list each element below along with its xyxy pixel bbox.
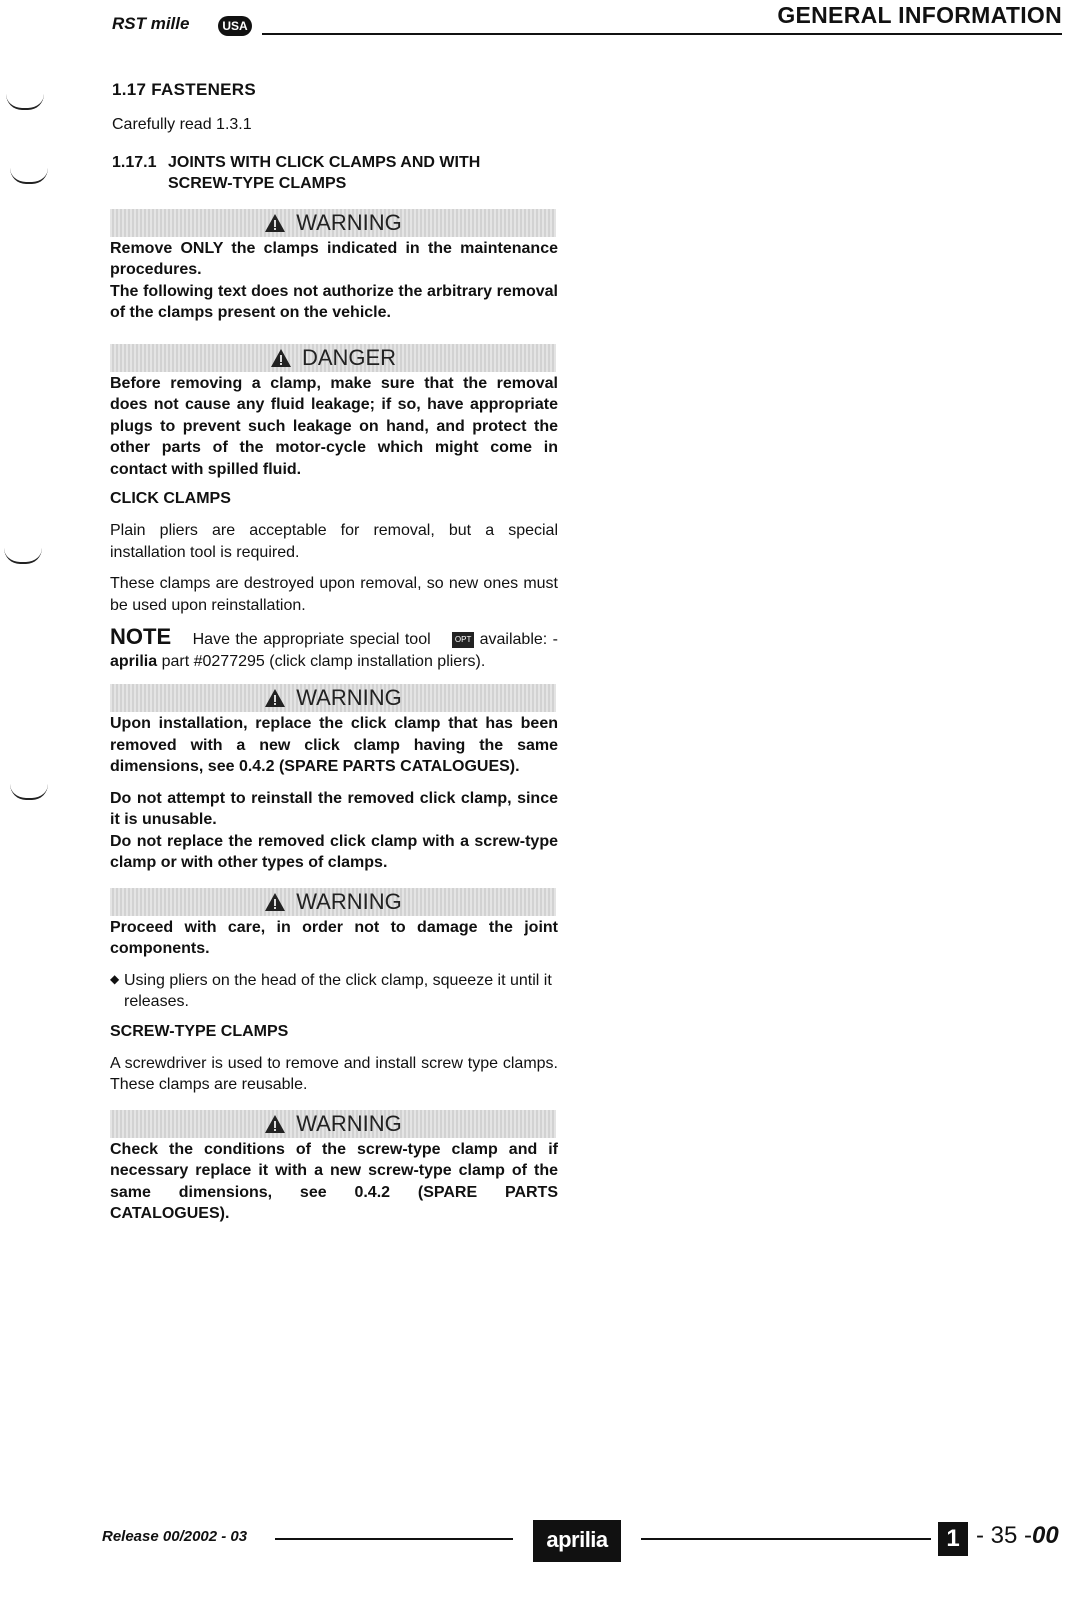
aprilia-logo: aprilia <box>533 1520 621 1562</box>
warning-label: WARNING <box>296 888 402 914</box>
warning-text: Remove ONLY the clamps indicated in the maintenance procedures. <box>110 239 558 278</box>
binding-mark <box>10 784 48 800</box>
warning-triangle-icon <box>264 1114 286 1134</box>
note-text: Have the appropriate special tool <box>192 631 431 648</box>
header-rule <box>262 33 1062 35</box>
warning-label: WARNING <box>296 209 402 235</box>
note-label: NOTE <box>110 624 172 649</box>
warning-text: Upon installation, replace the click clamp that has been removed with a new click clamp having the same dimensions, see 0.4.2 (SPARE PARTS CATALOGUES). <box>110 715 558 775</box>
click-clamps-paragraph: Plain pliers are acceptable for removal, but a special installation tool is required. <box>110 522 558 561</box>
warning-text: The following text does not authorize the arbitrary removal of the clamps present on the vehicle. <box>110 282 558 321</box>
opt-tool-icon: OPT <box>452 632 474 648</box>
warning-label: WARNING <box>296 1110 402 1136</box>
subsection-title-line1: JOINTS WITH CLICK CLAMPS AND WITH <box>168 153 481 171</box>
bullet-item <box>110 970 558 1013</box>
warning-text: Check the conditions of the screw-type clamp and if necessary replace it with a new screw-type clamp of the same dimensions, see 0.4.2 (SPARE PARTS CATALOGUES). <box>110 1140 558 1222</box>
binding-mark <box>6 94 44 110</box>
page-number-text: - 35 - <box>976 1522 1033 1549</box>
warning-label: WARNING <box>296 685 402 710</box>
header-model: RST mille <box>112 14 190 33</box>
warning-text: Proceed with care, in order not to damage the joint components. <box>110 918 558 957</box>
header-section-title: GENERAL INFORMATION <box>777 2 1062 28</box>
note-text: available: - <box>479 631 559 648</box>
binding-mark <box>4 548 42 564</box>
content-column <box>108 80 558 1235</box>
danger-label: DANGER <box>301 344 397 370</box>
warning-text: Do not replace the removed click clamp with a screw-type clamp or with other types of clamps. <box>110 832 558 871</box>
subsection-number: 1.17.1 <box>112 153 157 171</box>
warning-banner <box>110 684 556 712</box>
screw-clamps-paragraph: A screwdriver is used to remove and install screw type clamps. These clamps are reusable. <box>110 1054 558 1093</box>
subsection-title-line2: SCREW-TYPE CLAMPS <box>168 175 347 192</box>
usa-badge: USA <box>218 16 252 36</box>
intro-text: Carefully read 1.3.1 <box>112 116 252 133</box>
warning-triangle-icon <box>264 892 286 912</box>
footer-rule <box>275 1538 513 1540</box>
note-text: part #0277295 (click clamp installation pliers). <box>161 652 486 670</box>
diamond-bullet-icon: ◆ <box>110 971 120 986</box>
danger-text: Before removing a clamp, make sure that the removal does not cause any fluid leakage; if so, have appropriate plugs to prevent such leakage on hand, and protect the other parts of the motor-cycle which might come in contact with spilled fluid. <box>110 374 558 478</box>
note-block <box>110 626 558 672</box>
page-suffix: 00 <box>1032 1522 1059 1549</box>
bullet-text: Using pliers on the head of the click clamp, squeeze it until it releases. <box>124 971 552 1010</box>
click-clamps-paragraph: These clamps are destroyed upon removal, so new ones must be used upon reinstallation. <box>110 575 558 614</box>
click-clamps-heading: CLICK CLAMPS <box>110 490 231 507</box>
section-number-badge: 1 <box>938 1522 968 1556</box>
danger-banner <box>110 344 556 372</box>
warning-text: Do not attempt to reinstall the removed click clamp, since it is unusable. <box>110 789 558 828</box>
footer-rule <box>641 1538 931 1540</box>
warning-triangle-icon <box>270 348 292 368</box>
page-number <box>976 1522 1059 1550</box>
release-info: Release 00/2002 - 03 <box>102 1528 248 1545</box>
warning-banner <box>110 1110 556 1138</box>
warning-banner <box>110 888 556 916</box>
brand-name: aprilia <box>110 652 158 670</box>
subsection-title <box>112 152 558 195</box>
screw-clamps-heading: SCREW-TYPE CLAMPS <box>110 1022 289 1040</box>
warning-triangle-icon <box>264 213 286 233</box>
warning-banner <box>110 209 556 237</box>
section-title: 1.17 FASTENERS <box>112 80 257 99</box>
warning-triangle-icon <box>264 688 286 708</box>
binding-mark <box>10 168 48 184</box>
